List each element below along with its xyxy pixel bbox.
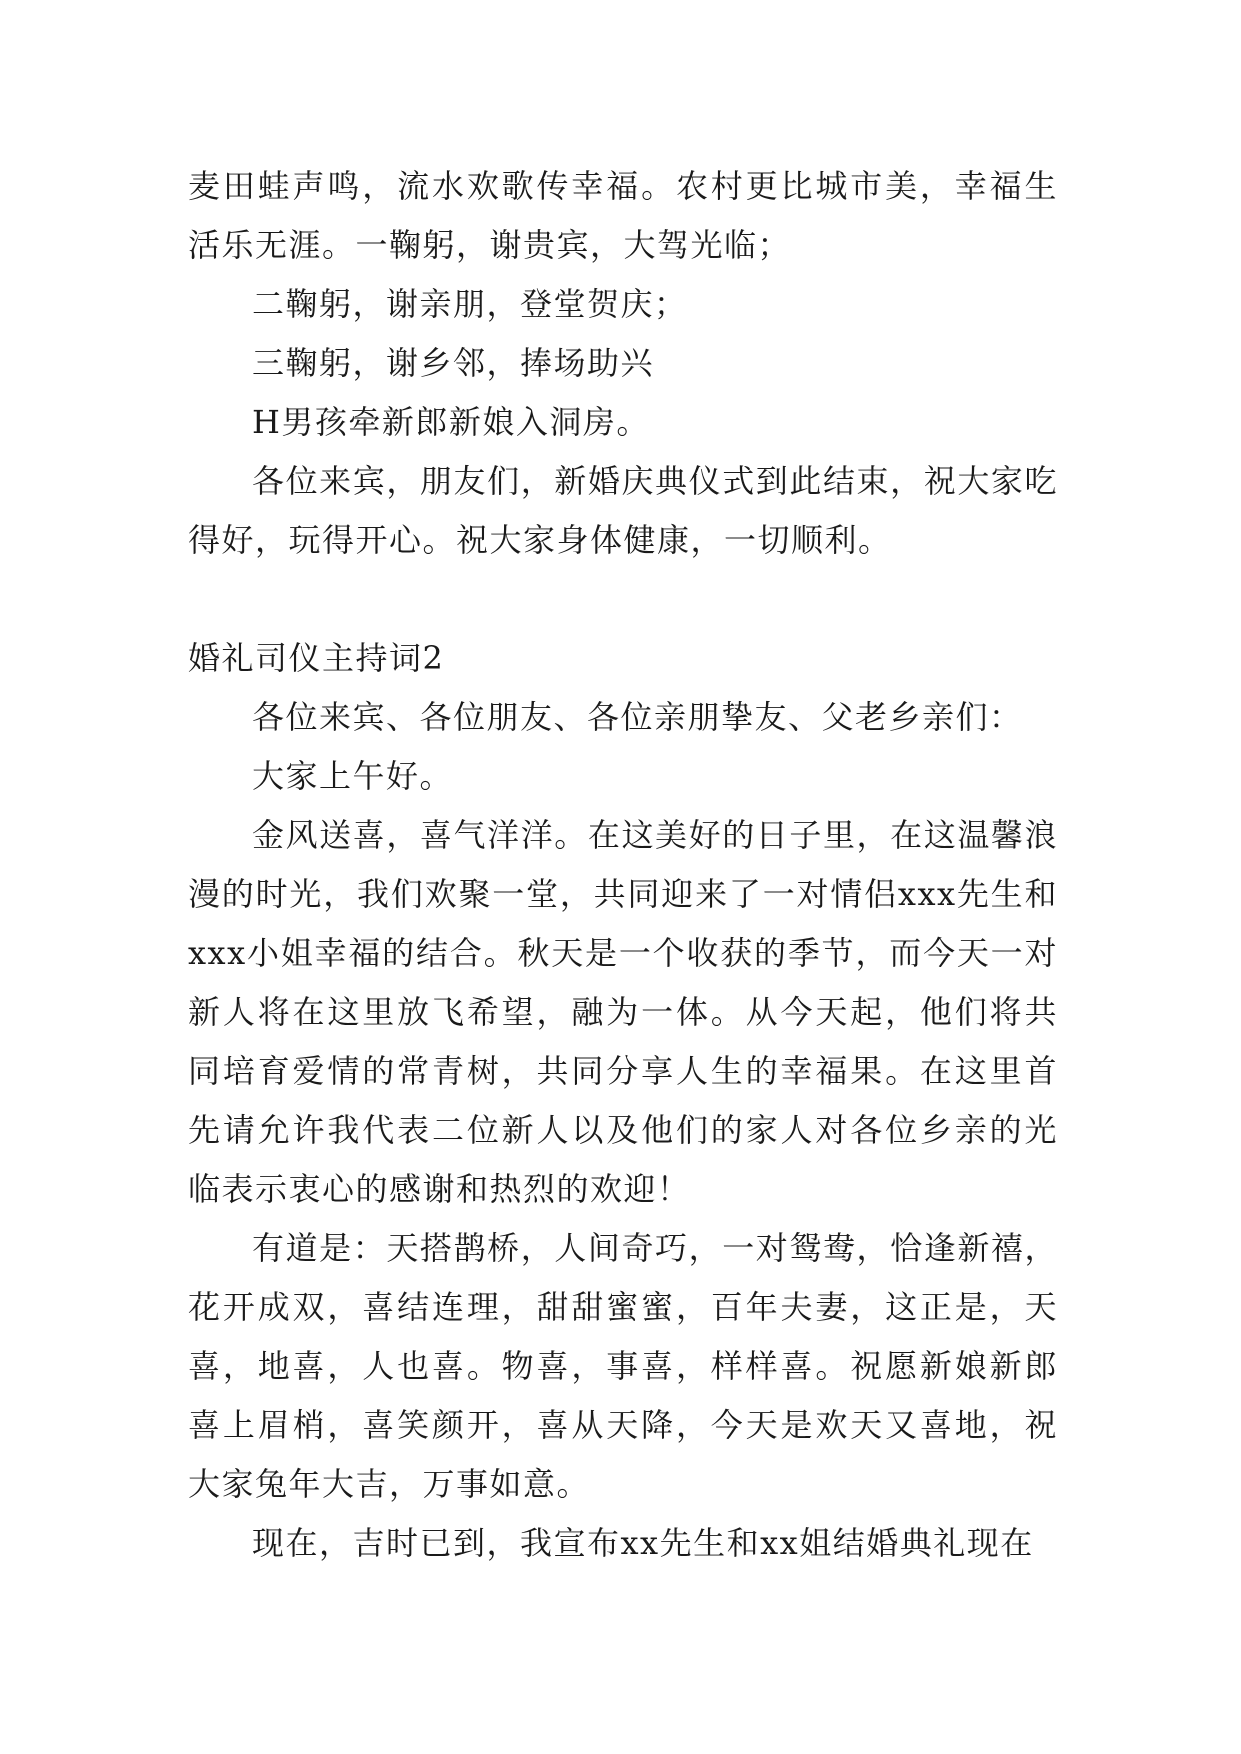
section-title: 婚礼司仪主持词2 — [188, 639, 445, 677]
document-body — [188, 157, 1058, 1573]
paragraph: 各位来宾，朋友们，新婚庆典仪式到此结束，祝大家吃得好，玩得开心。祝大家身体健康，一切顺利。 — [188, 462, 1058, 559]
paragraph: 二鞠躬，谢亲朋，登堂贺庆； — [252, 285, 688, 323]
paragraph: 各位来宾、各位朋友、各位亲朋挚友、父老乡亲们： — [252, 698, 1023, 736]
paragraph: 大家上午好。 — [252, 757, 454, 795]
paragraph: 现在，吉时已到，我宣布xx先生和xx姐结婚典礼现在 — [252, 1524, 1034, 1562]
paragraph: 有道是：天搭鹊桥，人间奇巧，一对鸳鸯，恰逢新禧，花开成双，喜结连理，甜甜蜜蜜，百年夫妻，这正是，天喜，地喜，人也喜。物喜，事喜，样样喜。祝愿新娘新郎喜上眉梢，喜笑颜开，喜从天降，今天是欢天又喜地，祝大家兔年大吉，万事如意。 — [188, 1229, 1058, 1503]
paragraph: H男孩牵新郎新娘入洞房。 — [252, 403, 650, 441]
paragraph: 金风送喜，喜气洋洋。在这美好的日子里，在这温馨浪漫的时光，我们欢聚一堂，共同迎来了一对情侣xxx先生和xxx小姐幸福的结合。秋天是一个收获的季节，而今天一对新人将在这里放飞希望，融为一体。从今天起，他们将共同培育爱情的常青树，共同分享人生的幸福果。在这里首先请允许我代表二位新人以及他们的家人对各位乡亲的光临表示衷心的感谢和热烈的欢迎！ — [188, 816, 1058, 1208]
paragraph: 三鞠躬，谢乡邻，捧场助兴 — [252, 344, 655, 382]
paragraph: 麦田蛙声鸣，流水欢歌传幸福。农村更比城市美，幸福生活乐无涯。一鞠躬，谢贵宾，大驾光临； — [188, 167, 1058, 264]
section-spacer — [188, 570, 1058, 629]
